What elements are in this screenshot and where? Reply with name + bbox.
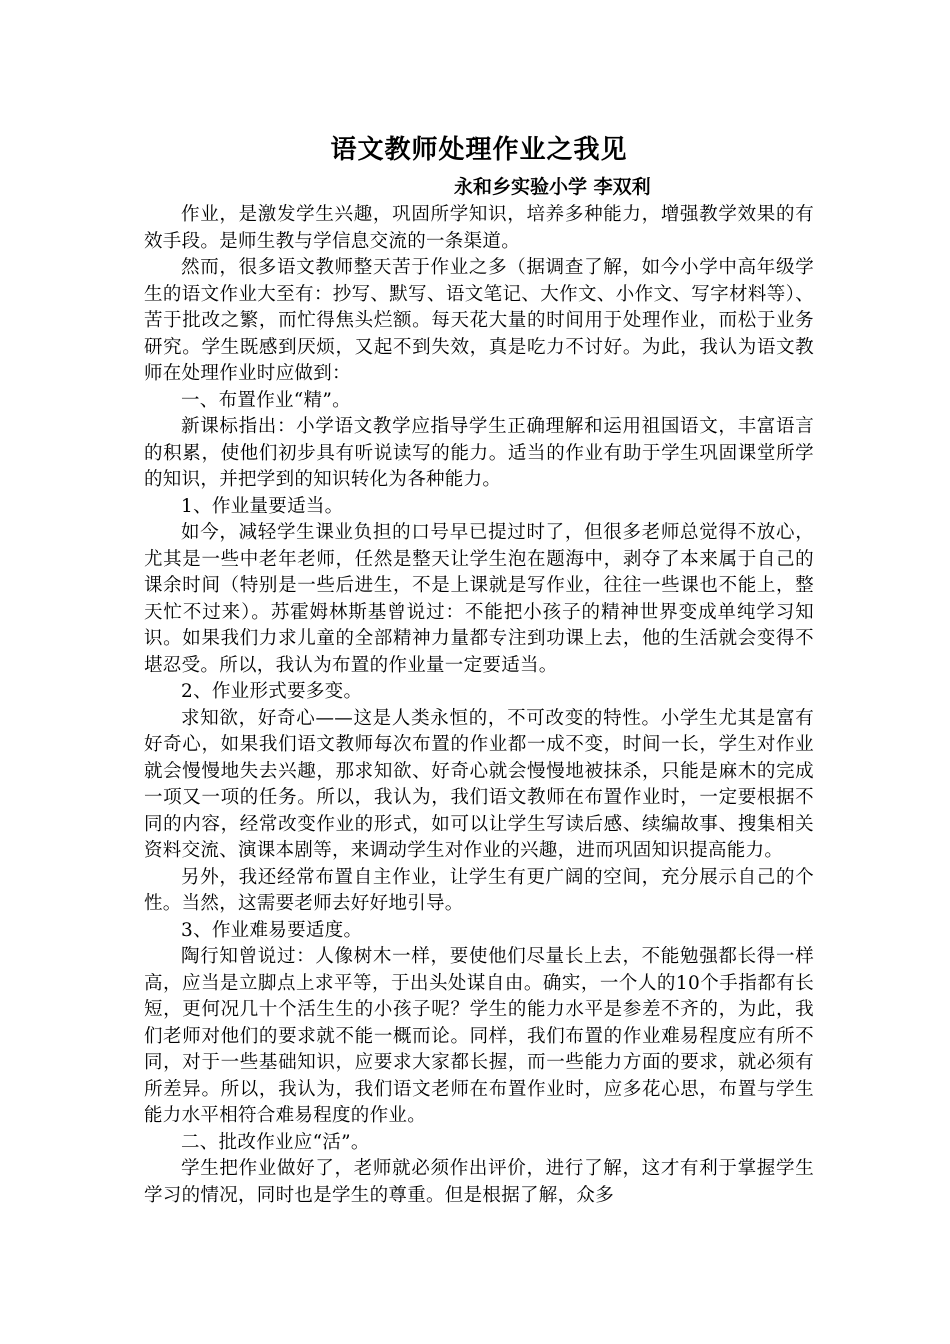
document-author: 永和乡实验小学 李双利	[454, 176, 651, 198]
paragraph-problem: 然而，很多语文教师整天苦于作业之多（据调查了解，如今小学中高年级学生的语文作业大至有：抄写、默写、语文笔记、大作文、小作文、写字材料等）、苦于批改之繁，而忙得焦头烂额。每天花大量的时间用于处理作业，而松于业务研究。学生既感到厌烦，又起不到失效，真是吃力不讨好。为此，我认为语文教师在处理作业时应做到：	[144, 257, 814, 384]
paragraph-grading: 学生把作业做好了，老师就必须作出评价，进行了解，这才有利于掌握学生学习的情况，同时也是学生的尊重。但是根据了解，众多	[144, 1158, 814, 1206]
document-body	[144, 130, 814, 1209]
section-heading-2: 二、批改作业应“活”。	[181, 1131, 370, 1153]
paragraph-intro: 作业，是激发学生兴趣，巩固所学知识，培养多种能力，增强教学效果的有效手段。是师生教与学信息交流的一条渠道。	[144, 204, 814, 252]
paragraph-curriculum: 新课标指出：小学语文教学应指导学生正确理解和运用祖国语文，丰富语言的积累，使他们初步具有听说读写的能力。适当的作业有助于学生巩固课堂所学的知识，并把学到的知识转化为各种能力。	[144, 416, 814, 490]
document-title: 语文教师处理作业之我见	[330, 135, 628, 165]
paragraph-form: 求知欲，好奇心——这是人类永恒的，不可改变的特性。小学生尤其是富有好奇心，如果我们语文教师每次布置的作业都一成不变，时间一长，学生对作业就会慢慢地失去兴趣，那求知欲、好奇心就会慢慢地被抹杀，只能是麻木的完成一项又一项的任务。所以，我认为，我们语文教师在布置作业时，一定要根据不同的内容，经常改变作业的形式，如可以让学生写读后感、续编故事、搜集相关资料交流、演课本剧等，来调动学生对作业的兴趣，进而巩固知识提高能力。	[144, 707, 814, 861]
subheading-2: 2、作业形式要多变。	[181, 681, 363, 702]
subheading-3: 3、作业难易要适度。	[181, 919, 363, 941]
paragraph-autonomous: 另外，我还经常布置自主作业，让学生有更广阔的空间，充分展示自己的个性。当然，这需要老师去好好地引导。	[144, 866, 814, 914]
section-heading-1: 一、布置作业“精”。	[181, 389, 351, 411]
paragraph-difficulty: 陶行知曾说过：人像树木一样，要使他们尽量长上去，不能勉强都长得一样高，应当是立脚点上求平等，于出头处谋自由。确实，一个人的10个手指都有长短，更何况几十个活生生的小孩子呢？学生的能力水平是参差不齐的，为此，我们老师对他们的要求就不能一概而论。同样，我们布置的作业难易程度应有所不同，对于一些基础知识，应要求大家都长握，而一些能力方面的要求，就必须有所差异。所以，我认为，我们语文老师在布置作业时，应多花心思，布置与学生能力水平相符合难易程度的作业。	[144, 946, 814, 1126]
subheading-1: 1、作业量要适当。	[181, 495, 344, 517]
paragraph-amount: 如今，减轻学生课业负担的口号早已提过时了，但很多老师总觉得不放心，尤其是一些中老年老师，任然是整天让学生泡在题海中，剥夺了本来属于自己的课余时间（特别是一些后进生，不是上课就是写作业，往往一些课也不能上，整天忙不过来）。苏霍姆林斯基曾说过：不能把小孩子的精神世界变成单纯学习知识。如果我们力求儿童的全部精神力量都专注到功课上去，他的生活就会变得不堪忍受。所以，我认为布置的作业量一定要适当。	[144, 522, 814, 676]
